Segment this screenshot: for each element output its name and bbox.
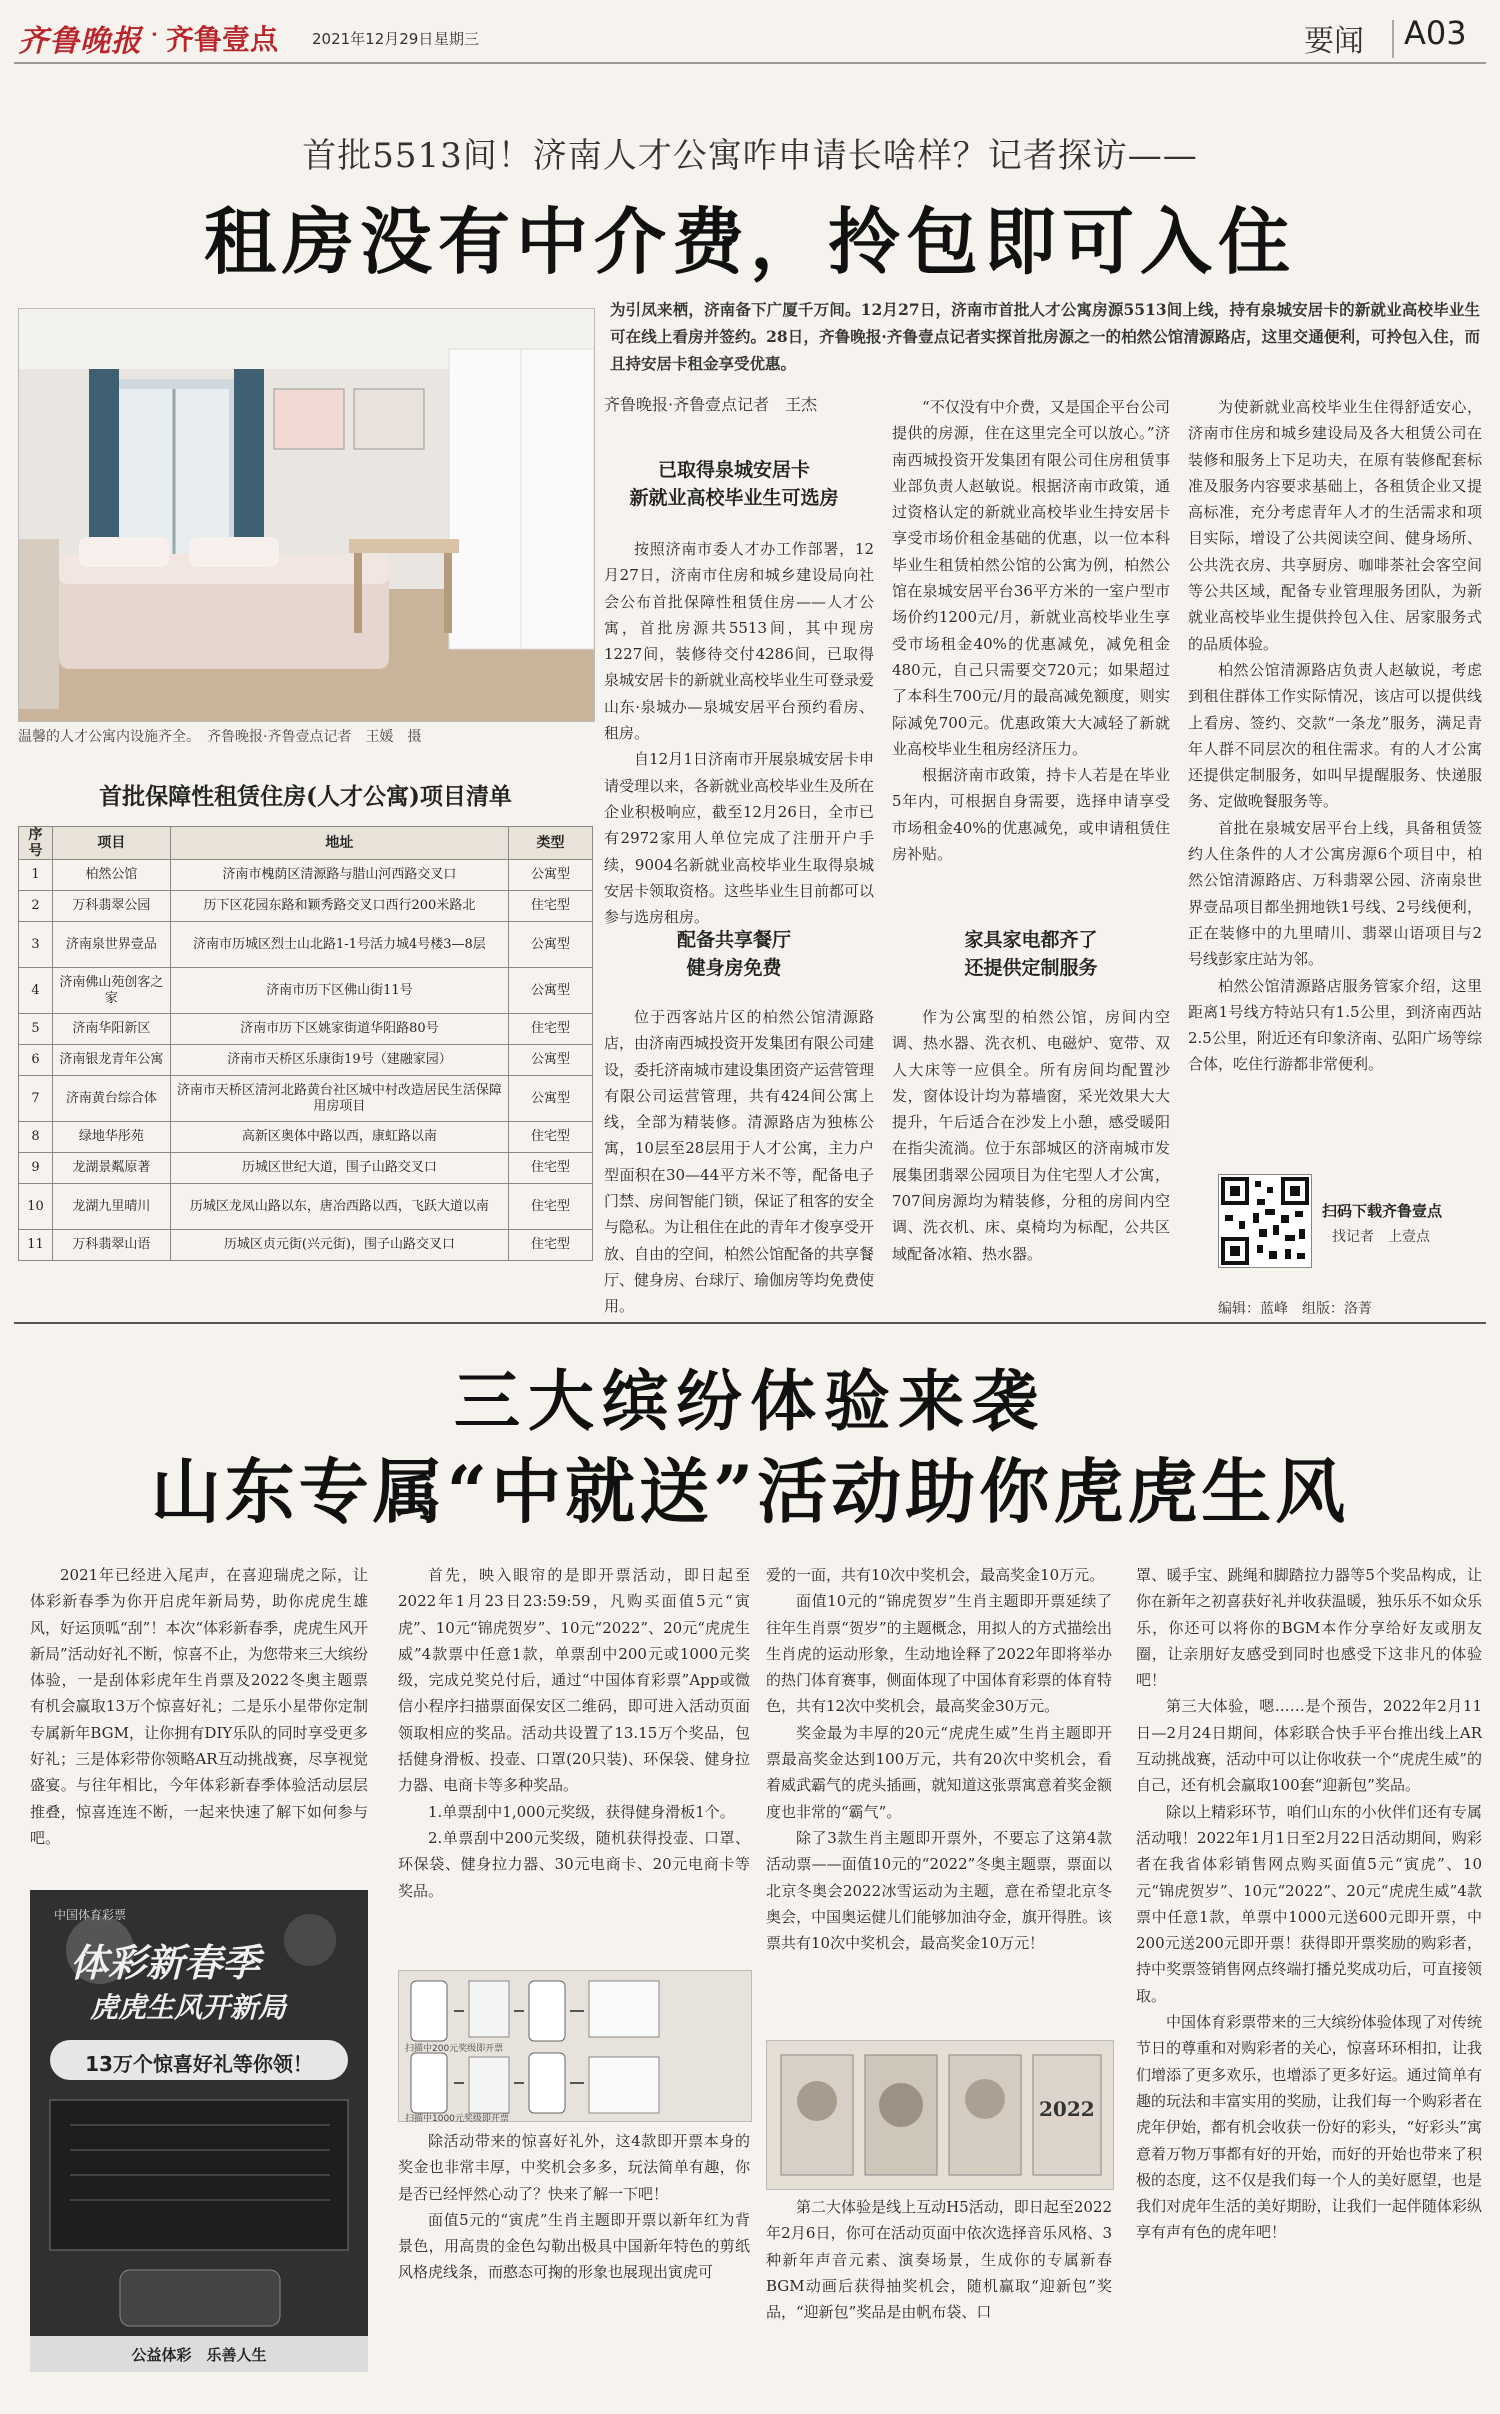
paragraph: 奖金最为丰厚的20元“虎虎生威”生肖主题即开票最高奖金达到100万元，共有20次中奖机会，看着威武霸气的虎头插画，就知道这张票寓意着奖金额度也非常的“霸气”。 [766,1723,1112,1821]
table-cell: 万科翡翠山语 [52,1230,170,1261]
table-cell: 济南市槐荫区清源路与腊山河西路交叉口 [170,860,508,891]
paragraph: “不仅没有中介费，又是国企平台公司提供的房源，住在这里完全可以放心。”济南西城投资开发集团有限公司住房租赁事业部负责人赵敏说。根据济南市政策，通过资格认定的新就业高校毕业生持安居卡享受市场价租金基础的优惠，以一位本科毕业生租赁柏然公馆的公寓为例，柏然公馆在泉城安居平台36平方米的一室户型市场价约1200元/月，新就业高校毕业生享受市场租金40%的优惠减免，减免租金480元，自己只需要交720元；如果超过了本科生700元/月的最高减免额度，则实际减免700元。优惠政策大大减轻了新就业高校毕业生租房经济压力。 [892,398,1170,758]
graphic-label-1000: 扫描中1000元奖级即开票 [405,2114,509,2124]
paragraph: 除了3款生肖主题即开票外，不要忘了这第4款活动票——面值10元的“2022”冬奥主题票，票面以北京冬奥会2022冰雪运动为主题，意在希望北京冬奥会，中国奥运健儿们能够加油夺金，旗开得胜。该票共有10次中奖机会，最高奖金10万元！ [766,1828,1112,1953]
masthead [14,10,1486,70]
section-name: 要闻 [1304,24,1364,59]
table-row [19,1230,593,1261]
table-cell: 住宅型 [509,1014,593,1045]
apartment-photo [18,308,595,722]
article1-column-1a [604,536,874,930]
table-cell: 7 [19,1076,53,1122]
paragraph: 除活动带来的惊喜好礼外，这4款即开票本身的奖金也非常丰厚，中奖机会多多，玩法简单有趣，你是否已经怦然心动了？快来了解一下吧！ [398,2132,750,2203]
photo-caption: 温馨的人才公寓内设施齐全。 齐鲁晚报·齐鲁壹点记者 王媛 摄 [18,729,422,745]
graphic-label-200: 扫描中200元奖级即开票 [405,2044,504,2054]
table-row [19,1184,593,1230]
article2-column-3-continued [766,2194,1112,2325]
table-cell: 济南市天桥区乐康街19号（建融家园） [170,1045,508,1076]
table-cell: 历城区世纪大道，围子山路交叉口 [170,1153,508,1184]
poster-brand: 中国体育彩票 [54,1908,127,1922]
paragraph: 柏然公馆清源路店服务管家介绍，这里距离1号线方特站只有1.5公里，到济南西站2.5公里，附近还有印象济南、弘阳广场等综合体，吃住行游都非常便利。 [1188,976,1482,1074]
article1-byline: 齐鲁晚报·齐鲁壹点记者 王杰 [604,395,818,414]
table-cell: 历城区龙凤山路以东，唐冶西路以西，飞跃大道以南 [170,1184,508,1230]
article1-kicker: 首批5513间！济南人才公寓咋申请长啥样？记者探访—— [302,136,1198,176]
table-row [19,1122,593,1153]
qr-prompt: 扫码下载齐鲁壹点 [1322,1202,1443,1220]
table-cell: 10 [19,1184,53,1230]
poster-headline-2: 虎虎生风开新局 [90,1991,287,2024]
project-table [18,826,593,1261]
poster-banner: 13万个惊喜好礼等你领！ [85,2052,313,2076]
table-cell: 历城区贞元街(兴元街)，围子山路交叉口 [170,1230,508,1261]
subhead-line: 新就业高校毕业生可选房 [629,487,839,509]
table-row [19,1045,593,1076]
qr-credit: 找记者 上壹点 [1332,1229,1430,1245]
brand-qilu-evening-news: 齐鲁晚报 [18,24,142,59]
table-row [19,860,593,891]
table-cell: 龙湖九里晴川 [52,1184,170,1230]
article2-column-2-continued [398,2128,750,2286]
paragraph: 根据济南市政策，持卡人若是在毕业5年内，可根据自身需要，选择申请享受市场租金40%的优惠减免，或申请租赁住房补贴。 [892,766,1170,864]
section-divider [14,1322,1486,1324]
lottery-poster [30,1890,368,2372]
table-cell: 4 [19,968,53,1014]
table-cell: 龙湖景粼原著 [52,1153,170,1184]
table-cell: 住宅型 [509,891,593,922]
paragraph: 中国体育彩票带来的三大缤纷体验体现了对传统节日的尊重和对购彩者的关心，惊喜环环相扣，让我们增添了更多欢乐，也增添了更多好运。通过简单有趣的玩法和丰富实用的奖励，让我们每一个购彩者在虎年伊始，都有机会收获一份好的彩头，“好彩头”寓意着万物万事都有好的开始，而好的开始也带来了积极的态度，这不仅是我们每一个人的美好愿望，也是我们对虎年生活的美好期盼，让我们一起伴随体彩纵享有声有色的虎年吧！ [1136,2013,1482,2242]
paragraph: 第三大体验，嗯……是个预告，2022年2月11日—2月24日期间，体彩联合快手平台推出线上AR互动挑战赛，活动中可以让你收获一个“虎虎生威”的自己，还有机会赢取100套“迎新包”奖品。 [1136,1697,1482,1795]
table-cell: 历下区花园东路和颖秀路交叉口西行200米路北 [170,891,508,922]
subhead-line: 健身房免费 [686,957,782,979]
paragraph: 1.单票刮中1,000元奖级，获得健身滑板1个。 [428,1802,735,1821]
article1-subhead-2 [604,926,864,982]
table-cell: 2 [19,891,53,922]
editor-credit: 编辑：蓝峰 组版：洛菁 [1218,1301,1372,1317]
lottery-tickets-graphic [766,2040,1114,2190]
table-cell: 济南黄台综合体 [52,1076,170,1122]
table-cell: 9 [19,1153,53,1184]
paragraph: 柏然公馆清源路店负责人赵敏说，考虑到租住群体工作实际情况，该店可以提供线上看房、签约、交款“一条龙”服务，满足青年人群不同层次的租住需求。有的人才公寓还提供定制服务，如叫早提醒服务、快递服务、定做晚餐服务等。 [1188,660,1482,811]
article2-column-4 [1136,1562,1482,2246]
paragraph: 自12月1日济南市开展泉城安居卡申请受理以来，各新就业高校毕业生及所在企业积极响应，截至12月26日，全市已有2972家用人单位完成了注册开户手续，9004名新就业高校毕业生取得泉城安居卡领取资格。这些毕业生目前都可以参与选房租房。 [604,750,875,927]
table-cell: 住宅型 [509,1184,593,1230]
redeem-steps-graphic [398,1970,752,2122]
article2-column-1 [30,1562,368,1851]
table-row [19,891,593,922]
table-cell: 公寓型 [509,968,593,1014]
paragraph: 第二大体验是线上互动H5活动，即日起至2022年2月6日，你可在活动页面中依次选择音乐风格、3种新年声音元素、演奏场景，生成你的专属新春BGM动画后获得抽奖机会，随机赢取“迎新包”奖品，“迎新包”奖品是由帆布袋、口 [766,2198,1112,2322]
table-cell: 济南银龙青年公寓 [52,1045,170,1076]
paragraph: 作为公寓型的柏然公馆，房间内空调、热水器、洗衣机、电磁炉、宽带、双人大床等一应俱全。所有房间均配置沙发，窗体设计均为幕墙窗，采光效果大大提升，午后适合在沙发上小憩，感受暖阳在指尖流淌。位于东部城区的济南城市发展集团翡翠公园项目为住宅型人才公寓，707间房源均为精装修，分租的房间内空调、洗衣机、床、桌椅均为标配，公共区域配备冰箱、热水器。 [892,1008,1170,1263]
article1-lede: 为引凤来栖，济南备下广厦千万间。12月27日，济南市首批人才公寓房源5513间上线，持有泉城安居卡的新就业高校毕业生可在线上看房并签约。28日，齐鲁晚报·齐鲁壹点记者实探首批房源之一的柏然公馆清源路店，这里交通便利，可拎包入住，而且持安居卡租金享受优惠。 [610,300,1480,373]
paragraph: 首先，映入眼帘的是即开票活动，即日起至2022年1月23日23:59:59，凡购买面值5元“寅虎”、10元“锦虎贺岁”、10元“2022”、20元“虎虎生威”4款票中任意1款，单票刮中200元或1000元奖级，完成兑奖兑付后，通过“中国体育彩票”App或微信小程序扫描票面保安区二维码，即可进入活动页面领取相应的奖品。活动共设置了13.15万个奖品，包括健身滑板、投壶、口罩(20只装)、环保袋、健身拉力器、电商卡等多种奖品。 [398,1566,750,1795]
table-cell: 济南市历下区佛山街11号 [170,968,508,1014]
table-cell: 公寓型 [509,922,593,968]
paragraph: 2.单票刮中200元奖级，随机获得投壶、口罩、环保袋、健身拉力器、30元电商卡、20元电商卡等奖品。 [398,1828,750,1900]
article1-column-2b [892,1004,1170,1267]
table-row [19,1076,593,1122]
table-cell: 济南市天桥区清河北路黄台社区城中村改造居民生活保障用房项目 [170,1076,508,1122]
table-cell: 公寓型 [509,1045,593,1076]
subhead-line: 家具家电都齐了 [964,929,1098,951]
table-cell: 济南市历城区烈士山北路1-1号活力城4号楼3—8层 [170,922,508,968]
table-cell: 住宅型 [509,1153,593,1184]
subhead-line: 还提供定制服务 [964,957,1098,979]
table-row [19,1014,593,1045]
table-cell: 住宅型 [509,1122,593,1153]
article1-subhead-3 [892,926,1170,982]
table-cell: 1 [19,860,53,891]
table-cell: 公寓型 [509,1076,593,1122]
paragraph: 2021年已经进入尾声，在喜迎瑞虎之际，让体彩新春季为你开启虎年新局势，助你虎虎生雄风，好运顶呱“刮”！本次“体彩新春季，虎虎生风开新局”活动好礼不断，惊喜不止，为您带来三大缤纷体验，一是刮体彩虎年生肖票及2022冬奥主题票有机会赢取13万个惊喜好礼；二是乐小星带你定制专属新年BGM，让你拥有DIY乐队的同时享受更多好礼；三是体彩带你领略AR互动挑战赛，尽享视觉盛宴。与往年相比，今年体彩新春季体验活动层层推叠，惊喜连连不断，一起来快速了解下如何参与吧。 [30,1566,369,1847]
issue-weekday: 星期三 [434,30,480,48]
subhead-line: 配备共享餐厅 [676,929,791,951]
paragraph: 为使新就业高校毕业生住得舒适安心，济南市住房和城乡建设局及各大租赁公司在装修和服务上下足功夫，在原有装修配套标准及服务内容要求基础上，各租赁企业又提高标准，充分考虑青年人才的生活需求和项目实际，增设了公共阅读空间、健身场所、公共洗衣房、共享厨房、咖啡茶社会客空间等公共区域，配备专业管理服务团队，为新就业高校毕业生提供拎包入住、居家服务式的品质体验。 [1188,398,1482,653]
article1-column-3 [1188,394,1482,1078]
poster-footer: 公益体彩 乐善人生 [131,2346,267,2364]
issue-date: 2021年12月29日 [312,30,434,48]
table-cell: 济南华阳新区 [52,1014,170,1045]
table-cell: 万科翡翠公园 [52,891,170,922]
table-cell: 柏然公馆 [52,860,170,891]
qr-code[interactable] [1218,1174,1312,1268]
masthead-divider [1392,20,1394,58]
article1-headline: 租房没有中介费，拎包即可入住 [203,199,1296,284]
table-header: 序号 [19,827,53,860]
table-cell: 济南佛山苑创客之家 [52,968,170,1014]
table-cell: 3 [19,922,53,968]
paragraph: 爱的一面，共有10次中奖机会，最高奖金10万元。 [766,1566,1105,1584]
table-cell: 住宅型 [509,1230,593,1261]
paragraph: 面值10元的“锦虎贺岁”生肖主题即开票延续了往年生肖票“贺岁”的主题概念，用拟人的方式描绘出生肖虎的运动形象，生动地诠释了2022年即将举办的热门体育赛事，侧面体现了中国体育彩票的体育特色，共有12次中奖机会，最高奖金30万元。 [766,1592,1112,1716]
table-cell: 8 [19,1122,53,1153]
ticket-2022-label: 2022 [1039,2097,1095,2121]
article1-column-1b [604,1004,874,1320]
masthead-rule [14,62,1486,64]
paragraph: 位于西客站片区的柏然公馆清源路店，由济南西城投资开发集团有限公司建设，委托济南城市建设集团资产运营管理有限公司运营管理，共有424间公寓上线，全部为精装修。清源路店为独栋公寓，10层至28层用于人才公寓，主力户型面积在30—44平方米不等，配备电子门禁、房间智能门锁，保证了租客的安全与隐私。为让租住在此的青年才俊享受开放、自由的空间，柏然公馆配备的共享餐厅、健身房、台球厅、瑜伽房等均免费使用。 [604,1008,875,1316]
article2-column-3 [766,1562,1112,1956]
subhead-line: 已取得泉城安居卡 [657,459,810,481]
project-table-title: 首批保障性租赁住房(人才公寓)项目清单 [99,783,512,810]
article1-column-2a [892,394,1170,867]
table-cell: 高新区奥体中路以西，康虹路以南 [170,1122,508,1153]
table-cell: 济南泉世界壹品 [52,922,170,968]
table-row [19,968,593,1014]
table-row [19,922,593,968]
table-cell: 6 [19,1045,53,1076]
table-header: 地址 [170,827,508,860]
table-cell: 5 [19,1014,53,1045]
paragraph: 首批在泉城安居平台上线，具备租赁签约人住条件的人才公寓房源6个项目中，柏然公馆清源路店、万科翡翠公园、济南泉世界壹品项目都坐拥地铁1号线、2号线便利，正在装修中的九里晴川、翡翠山语项目与2号线彭家庄站为邻。 [1188,818,1482,969]
brand-qilu-yidian: 齐鲁壹点 [166,23,279,56]
page-number: A03 [1404,14,1467,52]
table-row [19,1153,593,1184]
table-cell: 11 [19,1230,53,1261]
table-cell: 公寓型 [509,860,593,891]
paragraph: 罩、暖手宝、跳绳和脚踏拉力器等5个奖品构成，让你在新年之初喜获好礼并收获温暖，独乐乐不如众乐乐，你还可以将你的BGM本作分享给好友或朋友圈，让亲朋好友感受到同时也感受下这非凡的体验吧！ [1136,1566,1482,1690]
qr-code-icon [1219,1175,1311,1267]
poster-headline-1: 体彩新春季 [70,1940,261,1985]
table-cell: 绿地华彤苑 [52,1122,170,1153]
apartment-room-illustration [19,309,594,721]
table-header: 类型 [509,827,593,860]
article2-column-2 [398,1562,750,1904]
article1-subhead-1 [604,456,864,512]
table-cell: 济南市历下区姚家街道华阳路80号 [170,1014,508,1045]
paragraph: 按照济南市委人才办工作部署，12月27日，济南市住房和城乡建设局向社会公布首批保障性租赁住房——人才公寓，首批房源共5513间，其中现房1227间，装修待交付4286间，已取得泉城安居卡的新就业高校毕业生可登录爱山东·泉城办—泉城安居平台预约看房、租房。 [604,540,875,743]
article2-headline-1: 三大缤纷体验来袭 [454,1362,1046,1440]
brand-separator: · [150,18,159,51]
table-header-row [19,827,593,860]
table-header: 项目 [52,827,170,860]
paragraph: 除以上精彩环节，咱们山东的小伙伴们还有专属活动哦！2022年1月1日至2月22日活动期间，购彩者在我省体彩销售网点购买面值5元“寅虎”、10元“锦虎贺岁”、10元“2022”、20元“虎虎生威”4款票中任意1款，单票中1000元送600元即开票，中200元送200元即开票！获得即开票奖励的购彩者，持中奖票签销售网点终端打播兑奖成功后，可直接领取。 [1136,1802,1482,2005]
paragraph: 面值5元的“寅虎”生肖主题即开票以新年红为背景色，用高贵的金色勾勒出极具中国新年特色的剪纸风格虎线条，而憨态可掬的形象也展现出寅虎可 [398,2210,750,2282]
article2-headline-2: 山东专属“中就送”活动助你虎虎生风 [150,1450,1350,1533]
